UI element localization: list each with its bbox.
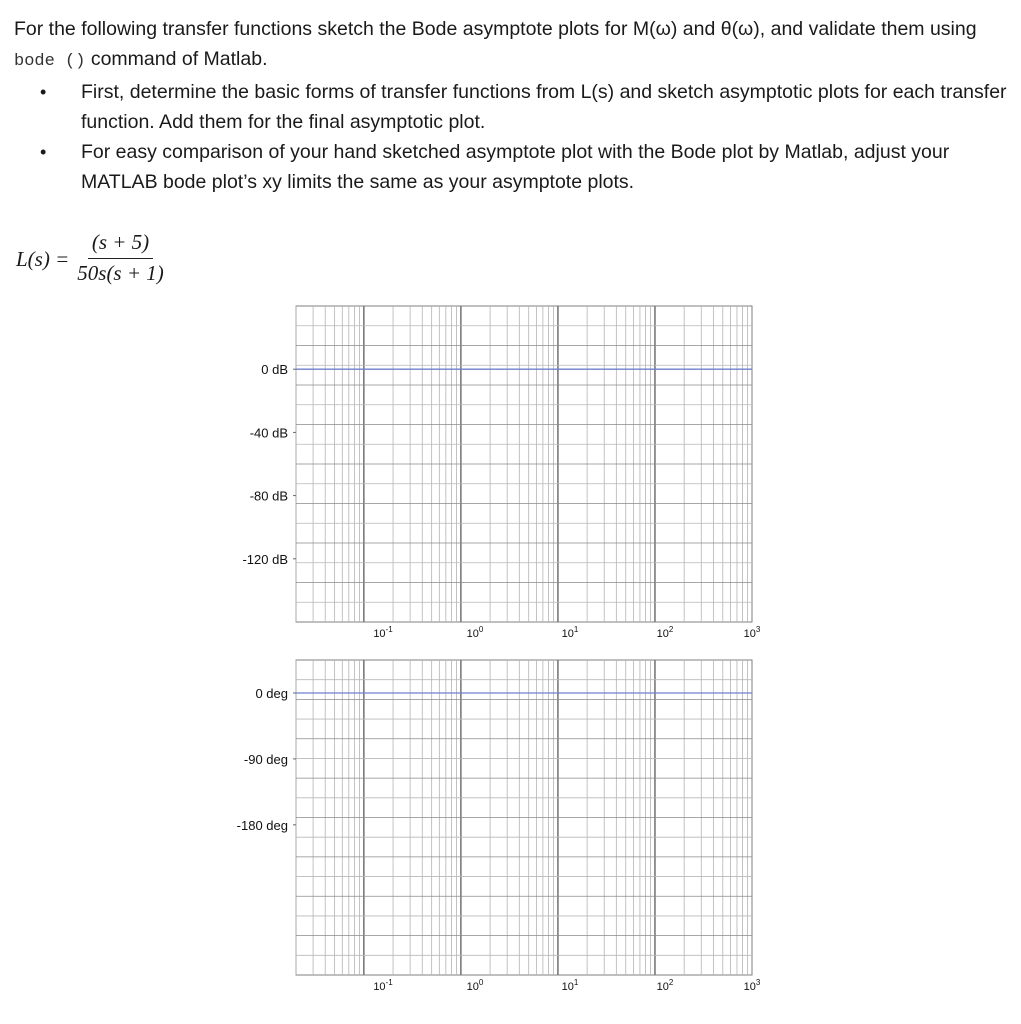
phase-x-tick-label: $10^1$ (561, 978, 579, 993)
magnitude-y-tick-label: -40 dB (249, 425, 288, 441)
phase-x-tick-label: $10^{-1}$ (373, 978, 393, 993)
magnitude-y-tick-label: -80 dB (249, 488, 288, 504)
phase-y-tick-label: -90 deg (243, 751, 288, 767)
magnitude-y-tick-label: -120 dB (242, 551, 288, 567)
bullet-icon: • (40, 142, 47, 162)
code-bode: bode () (14, 52, 86, 71)
phase-x-tick-label: $10^2$ (656, 978, 674, 993)
formula-lhs: L(s) = (16, 246, 70, 271)
bullet-icon: • (40, 82, 47, 102)
phase-x-tick-label: $10^0$ (466, 978, 484, 993)
phase-y-tick-label: 0 deg (255, 685, 288, 701)
intro-text: For the following transfer functions sketch the Bode asymptote plots for M(ω) and θ(ω), and validate them using (14, 18, 977, 40)
formula-denominator: 50s(s + 1) (77, 261, 164, 285)
magnitude-y-tick-label: 0 dB (261, 362, 288, 378)
magnitude-x-tick-label: $10^{-1}$ (373, 625, 393, 640)
magnitude-x-tick-label: $10^2$ (656, 625, 674, 640)
intro-text-end: command of Matlab. (85, 48, 268, 70)
magnitude-x-tick-label: $10^1$ (561, 625, 579, 640)
phase-y-tick-label: -180 deg (236, 817, 288, 833)
phase-x-tick-label: $10^3$ (743, 978, 761, 993)
magnitude-x-tick-label: $10^3$ (743, 625, 761, 640)
list-item: • For easy comparison of your hand sketched asymptote plot with the Bode plot by Matlab, adjust your MATLAB bode plot’s xy limits the same as your asymptote plots. (14, 137, 1009, 197)
formula-numerator: (s + 5) (88, 230, 153, 259)
magnitude-x-tick-label: $10^0$ (466, 625, 484, 640)
list-item: • First, determine the basic forms of transfer functions from L(s) and sketch asymptotic plots for each transfer function. Add them for the final asymptotic plot. (14, 77, 1009, 137)
